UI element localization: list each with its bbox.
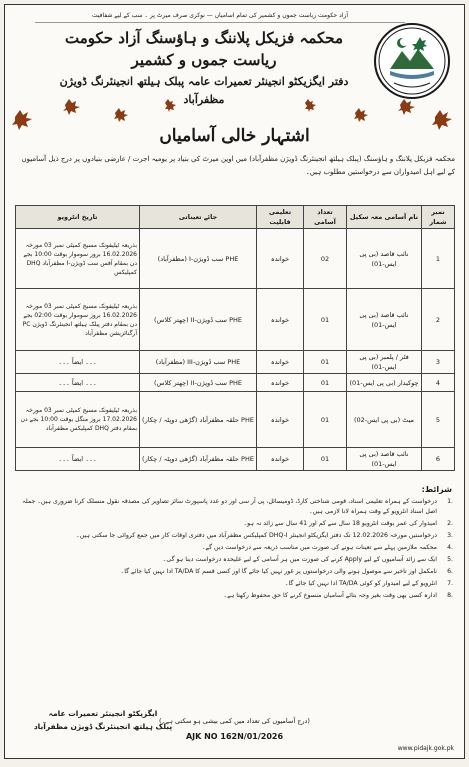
advertisement-title: اشتہار خالی آسامیاں	[159, 126, 310, 146]
cell-qualification: خواندہ	[257, 229, 304, 289]
cell-posting-place: PHE سب ڈویژن-II (چھتر کلاس)	[140, 374, 257, 392]
cell-interview: بذریعہ ٹیلیفونک مسیج کمیٹی نمبر 03 مورخہ 16.02.2026 بروز سوموار بوقت 10:00 بجے دن بمقام آفس سب ڈویژن-I مظفرآباد DHQ کمپلیکس	[16, 229, 140, 289]
list-item	[15, 591, 453, 601]
cell-post: چوکیدار (بی پی ایس-01)	[347, 374, 422, 392]
term-number: .1	[447, 498, 453, 505]
slogan-bar: آزاد حکومت ریاست جموں و کشمیر کی تمام اسامیاں — نوکری صرف میرٹ پر ۔ سب کے لیے شفافیت	[35, 9, 405, 23]
ajk-emblem-icon	[374, 23, 450, 99]
col-qualification: تعلیمی قابلیت	[257, 206, 304, 229]
term-number: .5	[447, 556, 453, 563]
department-title: محکمہ فزیکل پلاننگ و ہاؤسنگ آزاد حکومت ریاست جموں و کشمیر	[64, 29, 343, 69]
table-row	[16, 289, 455, 351]
cell-post: نائب قاصد (بی پی ایس-01)	[347, 448, 422, 471]
term-text: انٹرویو کے لیے امیدوار کو کوئی TA/DA ادا نہیں کیا جائے گا۔	[284, 580, 437, 587]
signatory-office: پبلک ہیلتھ انجینئرنگ ڈویژن مظفرآباد	[33, 722, 173, 731]
term-number: .2	[447, 520, 453, 527]
term-number: .8	[447, 592, 453, 599]
term-text: ادارہ کسی بھی وقت بغیر وجہ بتائے آسامیاں منسوخ کرنے کا حق محفوظ رکھتا ہے۔	[223, 592, 437, 599]
vacancy-note: (درج آسامیوں کی تعداد میں کمی بیشی ہو سکتی ہے۔)	[159, 717, 310, 725]
cell-qualification: خواندہ	[257, 351, 304, 374]
cell-count: 01	[304, 392, 347, 448]
table-row	[16, 229, 455, 289]
term-number: .6	[447, 568, 453, 575]
advertisement-page	[4, 4, 465, 759]
cell-posting-place: PHE حلقہ مظفرآباد (گڑھی دوپٹہ / چکار)	[140, 392, 257, 448]
list-item	[15, 567, 453, 577]
terms-heading: شرائط:	[421, 485, 452, 494]
term-text: درخواست کے ہمراہ تعلیمی اسناد، قومی شناختی کارڈ، ڈومیسائل، پی آر سی اور دو عدد پاسپورٹ سائز تصاویر کی مصدقہ نقول منسلک کرنا ضروری ہیں۔ جملہ اصل اسناد انٹرویو کے وقت ہمراہ لانا لازمی ہیں۔	[22, 498, 437, 515]
cell-post: نائب قاصد (بی پی ایس-01)	[347, 289, 422, 351]
term-number: .4	[447, 544, 453, 551]
cell-posting-place: PHE سب ڈویژن-III (مظفرآباد)	[140, 351, 257, 374]
website-link[interactable]: www.pidajk.gok.pk	[397, 745, 454, 752]
terms-list	[15, 497, 465, 603]
term-text: درخواستیں مورخہ 12.02.2026 تک دفتر ایگزیکٹو انجینئر DHQ-I کمپلیکس مظفرآباد میں دفتری اوقات کار میں جمع کروائی جا سکتی ہیں۔	[76, 532, 437, 539]
term-text: ایک سے زائد آسامیوں کے لیے Apply کرنے کی صورت میں ہر آسامی کے لیے علیحدہ درخواست دینا ہو گی۔	[162, 556, 437, 563]
cell-qualification: خواندہ	[257, 392, 304, 448]
cell-serial: 3	[422, 351, 455, 374]
cell-interview: ۔۔۔ ایضاً ۔۔۔	[16, 448, 140, 471]
cell-serial: 4	[422, 374, 455, 392]
vacancies-table	[15, 205, 455, 471]
table-header-row	[16, 206, 455, 229]
signatory-title: ایگزیکٹو انجینئر تعمیرات عامہ	[48, 709, 158, 718]
table-row	[16, 392, 455, 448]
cell-qualification: خواندہ	[257, 289, 304, 351]
list-item	[15, 497, 453, 517]
list-item	[15, 531, 453, 541]
cell-post: نائب قاصد (بی پی ایس-01)	[347, 229, 422, 289]
cell-count: 01	[304, 448, 347, 471]
office-title: دفتر ایگزیکٹو انجینئر تعمیرات عامہ پبلک ہیلتھ انجینئرنگ ڈویژن مظفرآباد	[59, 75, 349, 106]
cell-post: میٹ (بی پی ایس-02)	[347, 392, 422, 448]
table-row	[16, 374, 455, 392]
term-number: .3	[447, 532, 453, 539]
cell-qualification: خواندہ	[257, 448, 304, 471]
table-row	[16, 448, 455, 471]
cell-interview: ۔۔۔ ایضاً ۔۔۔	[16, 351, 140, 374]
cell-count: 01	[304, 351, 347, 374]
intro-paragraph: محکمہ فزیکل پلاننگ و ہاؤسنگ (پبلک ہیلتھ انجینئرنگ ڈویژن مظفرآباد) میں اوپن میرٹ کی بنیاد پر یومیہ اجرت / عارضی بنیادوں پر درج ذیل آسامیوں کے لیے اہل امیدواران سے درخواستیں مطلوب ہیں۔	[21, 155, 455, 176]
cell-posting-place: PHE حلقہ مظفرآباد (گڑھی دوپٹہ / چکار)	[140, 448, 257, 471]
cell-serial: 6	[422, 448, 455, 471]
cell-serial: 5	[422, 392, 455, 448]
col-serial: نمبر شمار	[422, 206, 455, 229]
cell-interview: بذریعہ ٹیلیفونک مسیج کمیٹی نمبر 03 مورخہ 16.02.2026 بروز سوموار بوقت 02:00 بجے دن بمقام دفتر پبلک ہیلتھ انجینئرنگ ڈویژن PC آرگنائزیشن مظفرآباد	[16, 289, 140, 351]
term-text: نامکمل اور تاخیر سے موصول ہونے والی درخواستوں پر غور نہیں کیا جائے گا اور کسی قسم کا TA/DA ادا نہیں کیا جائے گا۔	[120, 568, 437, 575]
cell-count: 01	[304, 374, 347, 392]
cell-posting-place: PHE سب ڈویژن-I (مظفرآباد)	[140, 229, 257, 289]
col-post: نام آسامی معہ سکیل	[347, 206, 422, 229]
cell-qualification: خواندہ	[257, 374, 304, 392]
ajk-reference-number: AJK NO 162N/01/2026	[185, 732, 284, 741]
cell-interview: ۔۔۔ ایضاً ۔۔۔	[16, 374, 140, 392]
cell-interview: بذریعہ ٹیلیفونک مسیج کمیٹی نمبر 03 مورخہ 17.02.2026 بروز منگل بوقت 10:00 بجے دن بمقام دفتر DHQ کمپلیکس مظفرآباد	[16, 392, 140, 448]
term-text: محکمہ ملازمین پہلے سے تعینات ہونے کی صورت میں مناسب ذریعہ سے درخواست دیں گے۔	[201, 544, 437, 551]
col-count: تعداد آسامی	[304, 206, 347, 229]
list-item	[15, 543, 453, 553]
cell-count: 02	[304, 229, 347, 289]
col-interview: تاریخ انٹرویو	[16, 206, 140, 229]
term-text: امیدوار کی عمر بوقت انٹرویو 18 سال سے کم اور 41 سال سے زائد نہ ہو۔	[243, 520, 437, 527]
cell-post: فٹر / پلمبر (بی پی ایس-01)	[347, 351, 422, 374]
cell-posting-place: PHE سب ڈویژن-II (چھتر کلاس)	[140, 289, 257, 351]
list-item	[15, 555, 453, 565]
cell-serial: 2	[422, 289, 455, 351]
cell-serial: 1	[422, 229, 455, 289]
list-item	[15, 519, 453, 529]
cell-count: 01	[304, 289, 347, 351]
table-row	[16, 351, 455, 374]
term-number: .7	[447, 580, 453, 587]
col-posting-place: جائے تعیناتی	[140, 206, 257, 229]
list-item	[15, 579, 453, 589]
